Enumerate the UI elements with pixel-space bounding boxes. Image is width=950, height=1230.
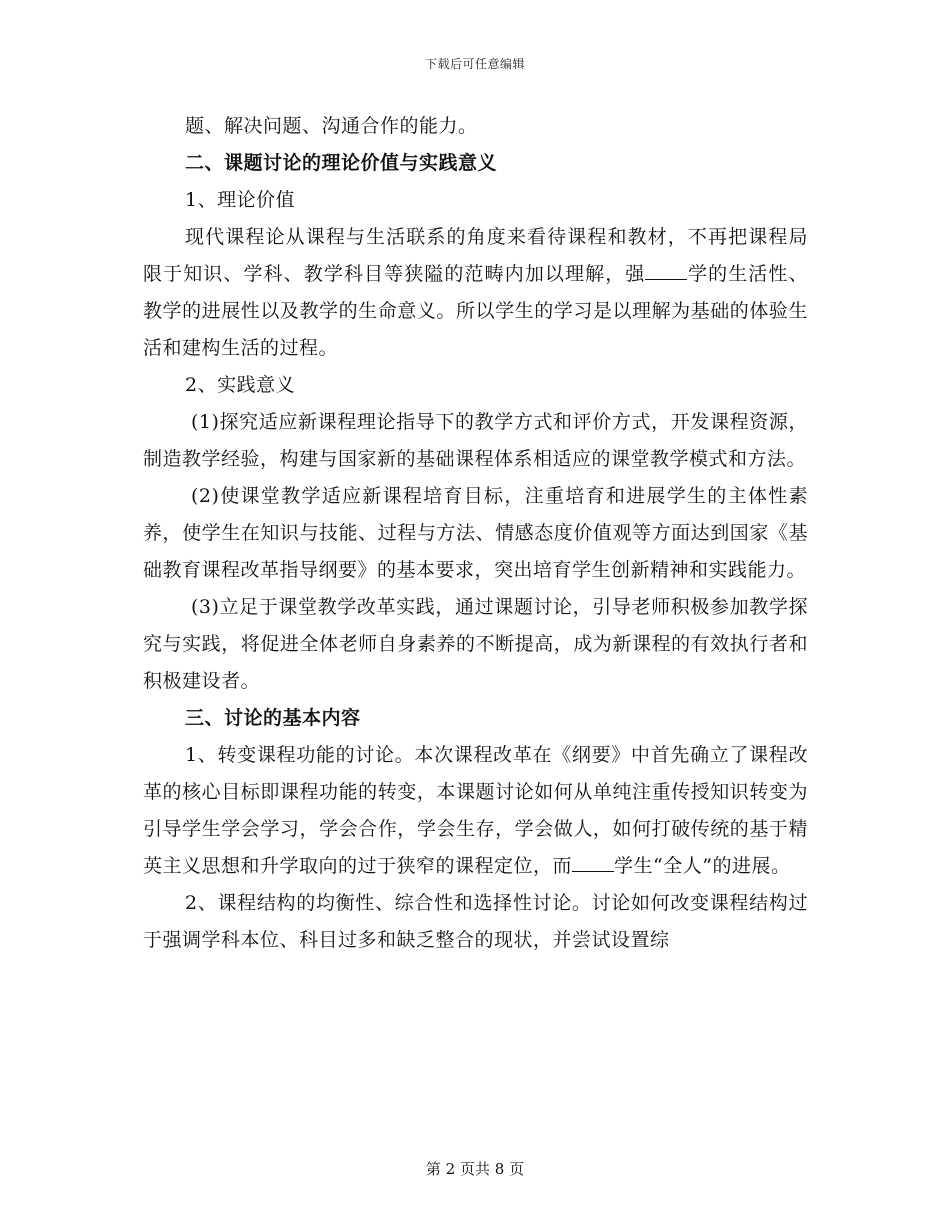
paragraph-continuation: 题、解决问题、沟通合作的能力。 (185, 115, 478, 137)
paragraph-curriculum-structure: 2、课程结构的均衡性、综合性和选择性讨论。讨论如何改变课程结构过于强调学科本位、科目过多和缺乏整合的现状，并尝试设置综 (143, 892, 808, 951)
paragraph-curriculum-function (143, 737, 808, 885)
fill-in-blank (572, 853, 614, 872)
document-body (143, 108, 808, 959)
paragraph-text: 1、转变课程功能的讨论。本次课程改革在《纲要》中首先确立了课程改革的核心目标即课程功能的转变，本课题讨论如何从单纯注重传授知识转变为引导学生学会学习，学会合作，学会生存，学会做人，如何打破传统的基于精英主义思想和升学取向的过于狭窄的课程定位，而 (143, 744, 808, 877)
fill-in-blank (645, 261, 687, 280)
section-heading-3: 三、讨论的基本内容 (185, 707, 361, 729)
paragraph-text: 现代课程论从课程与生活联系的角度来看待课程和教材，不再把课程局限于知识、学科、教学科目等狭隘的范畴内加以理解，强 (143, 226, 808, 285)
paragraph-text: 学的生活性、教学的进展性以及教学的生命意义。所以学生的学习是以理解为基础的体验生活和建构生活的过程。 (143, 263, 808, 359)
page-footer: 第 2 页共 8 页 (425, 1160, 525, 1178)
paragraph-text: 学生“全人”的进展。 (614, 855, 791, 877)
list-item-3: (3)立足于课堂教学改革实践，通过课题讨论，引导老师积极参加教学探究与实践，将促进全体老师自身素养的不断提高，成为新课程的有效执行者和积极建设者。 (143, 596, 808, 692)
paragraph-theory-value (143, 219, 808, 367)
subheading-theory-value: 1、理论价值 (185, 189, 296, 211)
list-item-1: (1)探究适应新课程理论指导下的教学方式和评价方式，开发课程资源，制造教学经验，构建与国家新的基础课程体系相适应的课堂教学模式和方法。 (143, 411, 808, 470)
section-heading-2: 二、课题讨论的理论价值与实践意义 (185, 152, 498, 174)
list-item-2: (2)使课堂教学适应新课程培育目标，注重培育和进展学生的主体性素养，使学生在知识与技能、过程与方法、情感态度价值观等方面达到国家《基础教育课程改革指导纲要》的基本要求，突出培育学生创新精神和实践能力。 (143, 485, 808, 581)
subheading-practice-meaning: 2、实践意义 (185, 374, 296, 396)
page-header: 下载后可任意编辑 (424, 57, 525, 71)
